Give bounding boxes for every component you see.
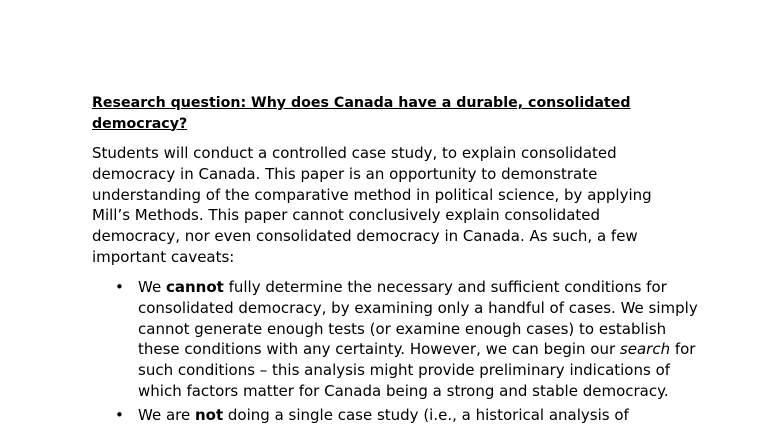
- research-question-heading: Research question: Why does Canada have a durable, consolidated democracy?: [92, 95, 631, 132]
- emphasis-text: cannot: [165, 278, 224, 296]
- emphasis-text: not: [194, 405, 224, 424]
- caveats-list: [92, 277, 702, 429]
- caveat-text: for such conditions – this analysis might provide preliminary indications of which factors matter for Canada being a strong and stable democracy.: [138, 340, 696, 400]
- caveat-item-1: [92, 277, 702, 402]
- caveat-item-2: [92, 405, 702, 426]
- intro-paragraph: Students will conduct a controlled case study, to explain consolidated democracy in Canada. This paper is an opportunity to demonstrate understanding of the comparative method in political science, by applying Mill’s Methods. This paper cannot conclusively explain consolidated democracy, nor even consolidated democracy in Canada. As such, a few important caveats:: [92, 144, 652, 266]
- italic-text: search: [619, 340, 671, 359]
- caveat-text: We are: [138, 405, 195, 424]
- bullet-marker: •: [115, 405, 124, 424]
- bullet-marker: •: [115, 278, 124, 296]
- caveat-text: We: [138, 278, 166, 296]
- caveat-text: fully determine the necessary and sufficient conditions for consolidated democracy, by examining only a handful of cases. We simply cannot generate enough tests (or examine enough cases) to establish these conditions with any certainty. However, we can begin our: [138, 278, 698, 359]
- caveat-text: doing a single case study (i.e., a historical analysis of: [223, 405, 629, 424]
